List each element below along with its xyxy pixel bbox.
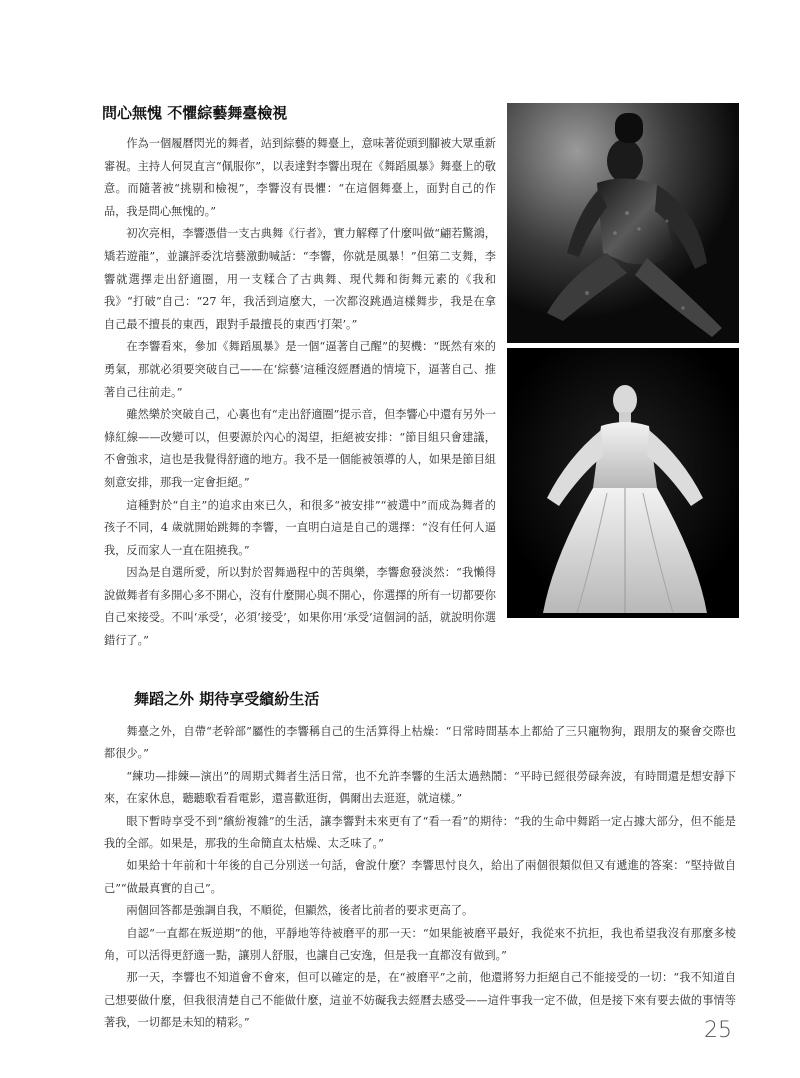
paragraph: 這種對於“自主”的追求由來已久，和很多“被安排”“被選中”而成為舞者的孩子不同，4 歲就開始跳舞的李響，一直明白這是自己的選擇：“沒有任何人逼我，反而家人一直在阻撓我。”	[104, 498, 496, 557]
paragraph: 如果給十年前和十年後的自己分別送一句話，會說什麼？李響思忖良久，給出了兩個很類似但又有遞進的答案：“堅持做自己”“做最真實的自己”。	[104, 859, 736, 895]
paragraph: 眼下暫時享受不到“繽紛複雜”的生活，讓李響對未來更有了“看一看”的期待：“我的生命中舞蹈一定占據大部分，但不能是我的全部。如果是，那我的生命簡直太枯燥、太乏味了。”	[104, 814, 736, 851]
dancer-silhouette-1	[507, 103, 739, 343]
dancer-silhouette-2	[507, 348, 739, 618]
dancer-photo-sequin	[507, 103, 739, 343]
paragraph: 自認“一直都在叛逆期”的他，平靜地等待被磨平的那一天：“如果能被磨平最好，我從來不抗拒，我也希望我沒有那麼多棱角，可以活得更舒適一點，讓別人舒服，也讓自己安逸，但是我一直都沒有做到。”	[104, 926, 736, 963]
paragraph: 那一天，李響也不知道會不會來，但可以確定的是，在“被磨平”之前，他還將努力拒絕自己不能接受的一切：“我不知道自己想要做什麼，但我很清楚自己不能做什麼，這並不妨礙我去經曆去感受——這件事我一定不做，但是接下來有要去做的事情等著我，一切都是未知的精彩。”	[104, 971, 736, 1030]
dancer-photo-white-robe	[507, 348, 739, 618]
paragraph: “練功—排練—演出”的周期式舞者生活日常，也不允許李響的生活太過熱鬧：“平時已經很勞碌奔波，有時間還是想安靜下來，在家休息，聽聽歌看看電影，還喜歡逛街，偶爾出去逛逛，就這樣。”	[104, 769, 736, 806]
section-1-body	[104, 133, 496, 653]
paragraph: 作為一個履曆閃光的舞者，站到綜藝的舞臺上，意味著從頭到腳被大眾重新審視。主持人何炅直言“佩服你”，以表達對李響出現在《舞蹈風暴》舞臺上的敬意。而隨著被“挑剔和檢視”，李響沒有畏懼：“在這個舞臺上，面對自己的作品，我是問心無愧的。”	[104, 137, 496, 218]
paragraph: 初次亮相，李響憑借一支古典舞《行者》，實力解釋了什麼叫做“翩若驚鴻，矯若遊龍”，並讓評委沈培藝激動喊話：“李響，你就是風暴！”但第二支舞，李響就選擇走出舒適圈，用一支糅合了古典舞、現代舞和街舞元素的《我和我》“打破”自己：“27 年，我活到這麼大，一次都沒跳過這樣舞步，我是在拿自己最不擅長的東西，跟對手最擅長的東西‘打架’。”	[104, 227, 496, 331]
paragraph: 在李響看來，參加《舞蹈風暴》是一個“逼著自己醒”的契機：“既然有來的勇氣，那就必須要突破自己——在‘綜藝’這種沒經曆過的情境下，逼著自己、推著自己往前走。”	[104, 340, 496, 399]
paragraph: 舞臺之外，自帶“老幹部”屬性的李響稱自己的生活算得上枯燥：“日常時間基本上都給了三只寵物狗，跟朋友的聚會交際也都很少。”	[104, 725, 736, 761]
paragraph: 兩個回答都是強調自我，不順從，但顯然，後者比前者的要求更高了。	[126, 904, 474, 918]
page-number: 25	[704, 1018, 732, 1043]
section-2-body	[104, 721, 736, 1035]
paragraph: 雖然樂於突破自己，心裏也有“走出舒適圈”提示音，但李響心中還有另外一條紅線——改變可以，但要源於內心的渴望，拒絕被安排：“節目組只會建議，不會強求，這也是我覺得舒適的地方。我不是一個能被領導的人，如果是節目組刻意安排，那我一定會拒絕。”	[104, 408, 496, 489]
paragraph: 因為是自選所愛，所以對於習舞過程中的苦與樂，李響愈發淡然：“我懶得說做舞者有多開心多不開心，沒有什麼開心與不開心，你選擇的所有一切都要你自己來接受。不叫‘承受’，必須‘接受’，如果你用‘承受’這個詞的話，就說明你選錯行了。”	[104, 566, 496, 648]
section-heading-1: 問心無愧 不懼綜藝舞臺檢視	[102, 104, 288, 122]
section-heading-2: 舞蹈之外 期待享受繽紛生活	[134, 690, 320, 708]
